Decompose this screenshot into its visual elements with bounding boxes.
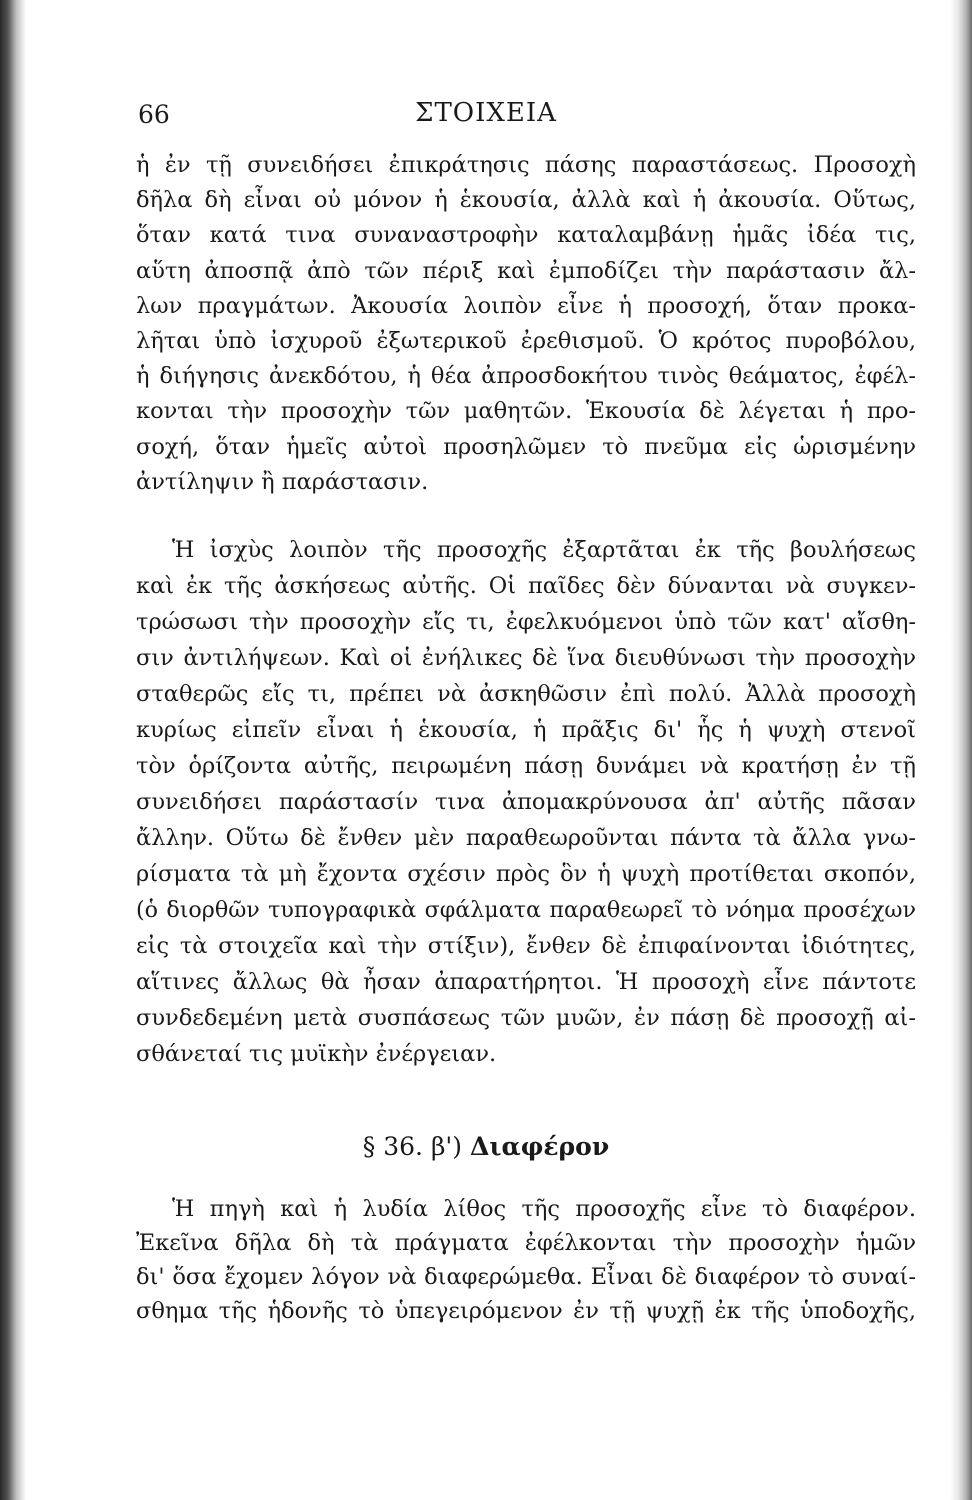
text-line: ρίσματα τὰ μὴ ἔχοντα σχέσιν πρὸς ὃν ἡ ψυχὴ προτίθεται σκοπόν, bbox=[136, 861, 916, 887]
text-line: τὸν ὁρίζοντα αὐτῆς, πειρωμένη πάσῃ δυνάμει νὰ κρατήσῃ ἐν τῇ bbox=[136, 753, 916, 779]
page-left-edge-shadow bbox=[0, 0, 26, 1500]
section-title: Διαφέρον bbox=[469, 1132, 610, 1161]
page-right-edge-shadow bbox=[950, 0, 972, 1500]
text-line: (ὁ διορθῶν τυπογραφικὰ σφάλματα παραθεωρεῖ τὸ νόημα προσέχων bbox=[136, 897, 916, 923]
text-line: καὶ ἐκ τῆς ἀσκήσεως αὐτῆς. Οἱ παῖδες δὲν δύνανται νὰ συγκεν- bbox=[136, 573, 916, 599]
text-line: ἡ ἐν τῇ συνειδήσει ἐπικράτησις πάσης παραστάσεως. Προσοχὴ bbox=[136, 152, 916, 178]
text-line: δῆλα δὴ εἶναι οὐ μόνον ἡ ἑκουσία, ἀλλὰ καὶ ἡ ἀκουσία. Οὕτως, bbox=[136, 187, 916, 214]
text-line: ἀντίληψιν ἢ παράστασιν. bbox=[136, 468, 429, 495]
paragraph-3 bbox=[136, 1192, 916, 1328]
text-line: αὕτη ἀποσπᾷ ἀπὸ τῶν πέριξ καὶ ἐμποδίζει τὴν παράστασιν ἄλ- bbox=[136, 257, 916, 284]
text-line: σταθερῶς εἴς τι, πρέπει νὰ ἀσκηθῶσιν ἐπὶ πολύ. Ἀλλὰ προσοχὴ bbox=[136, 681, 916, 707]
text-line: τρώσωσι τὴν προσοχὴν εἴς τι, ἐφελκυόμενοι ὑπὸ τῶν κατ' αἴσθη- bbox=[136, 609, 916, 635]
text-line: Ἡ πηγὴ καὶ ἡ λυδία λίθος τῆς προσοχῆς εἶνε τὸ διαφέρον. bbox=[172, 1196, 916, 1222]
text-line: συνδεδεμένη μετὰ συσπάσεως τῶν μυῶν, ἐν πάσῃ δὲ προσοχῇ αἰ- bbox=[136, 1005, 916, 1031]
text-line: συνειδήσει παράστασίν τινα ἀπομακρύνουσα ἀπ' αὐτῆς πᾶσαν bbox=[136, 789, 916, 815]
text-line: Ἐκεῖνα δῆλα δὴ τὰ πράγματα ἐφέλκονται τὴν προσοχὴν ἡμῶν bbox=[136, 1230, 916, 1256]
text-line: λων πραγμάτων. Ἀκουσία λοιπὸν εἶνε ἡ προσοχή, ὅταν προκα- bbox=[136, 292, 916, 319]
text-line: σθάνεταί τις μυϊκὴν ἐνέργειαν. bbox=[136, 1041, 497, 1067]
text-line: κονται τὴν προσοχὴν τῶν μαθητῶν. Ἑκουσία δὲ λέγεται ἡ προ- bbox=[136, 398, 916, 425]
section-heading bbox=[0, 1132, 972, 1161]
text-line: εἰς τὰ στοιχεῖα καὶ τὴν στίξιν), ἔνθεν δὲ ἐπιφαίνονται ἰδιότητες, bbox=[136, 933, 916, 959]
text-line: λῆται ὑπὸ ἰσχυροῦ ἐξωτερικοῦ ἐρεθισμοῦ. Ὁ κρότος πυροβόλου, bbox=[136, 327, 916, 354]
page-number: 66 bbox=[138, 100, 170, 129]
text-line: ἡ διήγησις ἀνεκδότου, ἡ θέα ἀπροσδοκήτου τινὸς θεάματος, ἐφέλ- bbox=[136, 363, 916, 390]
text-line: σιν ἀντιλήψεων. Καὶ οἱ ἐνήλικες δὲ ἵνα διευθύνωσι τὴν προσοχὴν bbox=[136, 645, 916, 671]
section-number: § 36. β') bbox=[362, 1132, 463, 1161]
paragraph-1 bbox=[136, 148, 916, 500]
text-line: ἄλλην. Οὕτω δὲ ἔνθεν μὲν παραθεωροῦνται πάντα τὰ ἄλλα γνω- bbox=[136, 825, 916, 851]
text-line: Ἡ ἰσχὺς λοιπὸν τῆς προσοχῆς ἐξαρτᾶται ἐκ τῆς βουλήσεως bbox=[172, 537, 916, 563]
running-head-title: ΣΤΟΙΧΕΙΑ bbox=[415, 98, 557, 128]
text-line: σθημα τῆς ἡδονῆς τὸ ὑπεγειρόμενον ἐν τῇ ψυχῇ ἐκ τῆς ὑποδοχῆς, bbox=[136, 1298, 916, 1324]
paragraph-2 bbox=[136, 532, 916, 1072]
text-line: αἵτινες ἄλλως θὰ ἦσαν ἀπαρατήρητοι. Ἡ προσοχὴ εἶνε πάντοτε bbox=[136, 969, 916, 995]
text-line: κυρίως εἰπεῖν εἶναι ἡ ἑκουσία, ἡ πρᾶξις δι' ἧς ἡ ψυχὴ στενοῖ bbox=[136, 717, 916, 743]
text-line: ὅταν κατά τινα συναναστροφὴν καταλαμβάνῃ ἡμᾶς ἰδέα τις, bbox=[136, 222, 916, 249]
text-line: σοχή, ὅταν ἡμεῖς αὐτοὶ προσηλῶμεν τὸ πνεῦμα εἰς ὡρισμένην bbox=[136, 433, 916, 460]
text-line: δι' ὅσα ἔχομεν λόγον νὰ διαφερώμεθα. Εἶναι δὲ διαφέρον τὸ συναί- bbox=[136, 1264, 916, 1290]
